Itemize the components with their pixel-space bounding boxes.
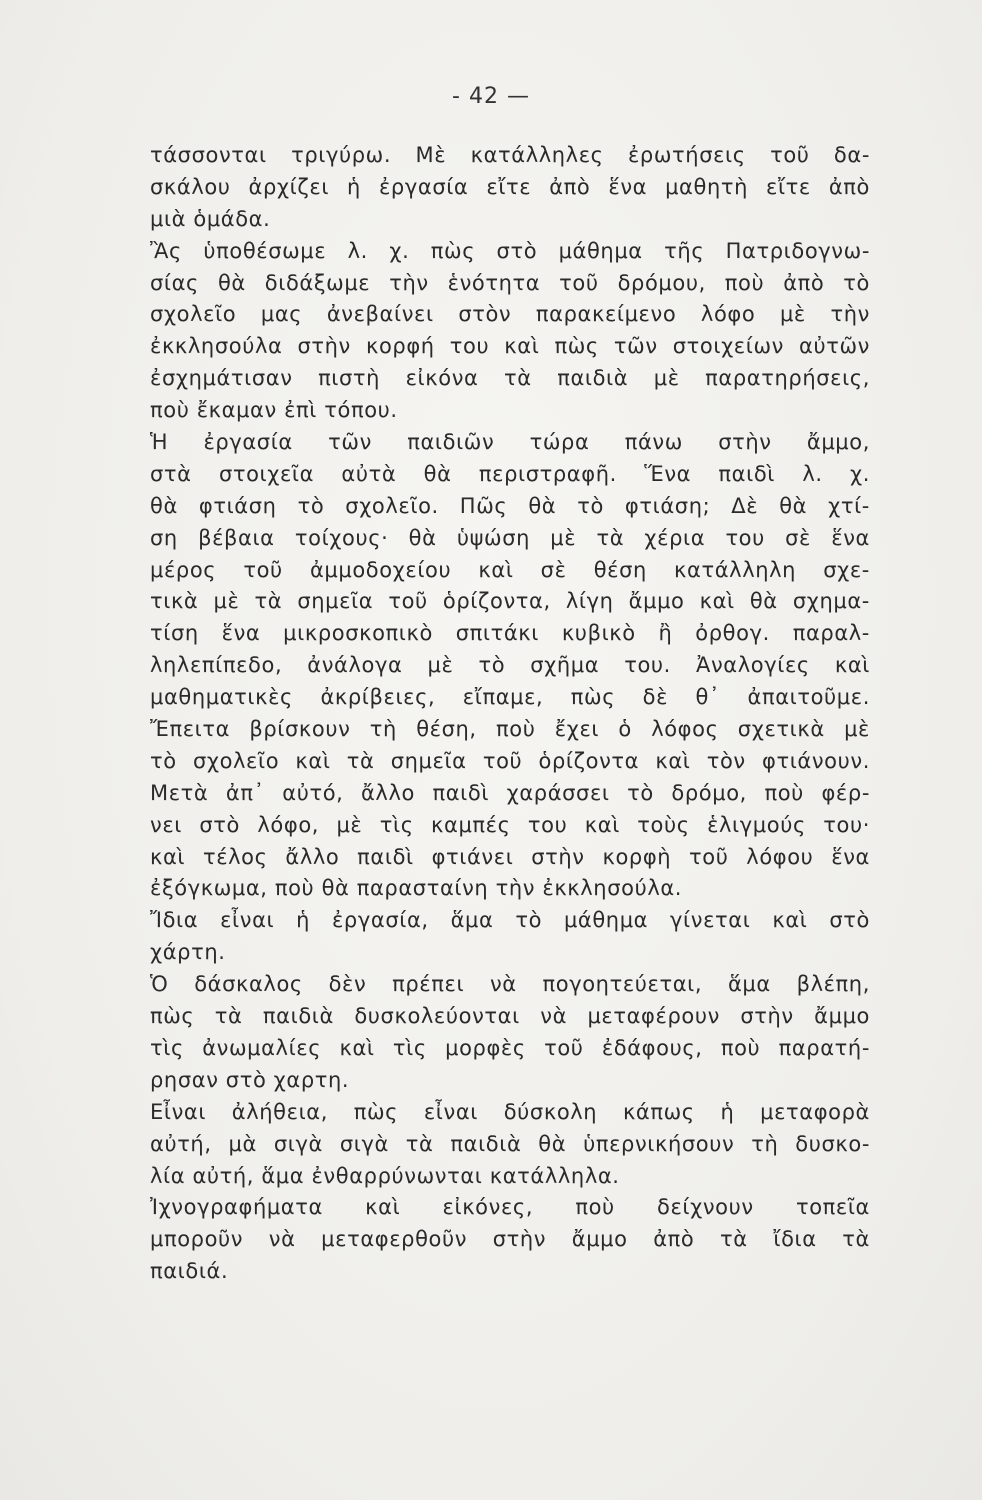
text-line: τίση ἕνα μικροσκοπικὸ σπιτάκι κυβικὸ ἢ ὀρθογ. παραλ- — [150, 621, 870, 646]
text-line: Ἰχνογραφήματα καὶ εἰκόνες, ποὺ δείχνουν τοπεῖα — [150, 1195, 870, 1220]
text-line: πὼς τὰ παιδιὰ δυσκολεύονται νὰ μεταφέρουν στὴν ἄμμο — [150, 1004, 870, 1029]
text-line: σκάλου ἀρχίζει ἡ ἐργασία εἴτε ἀπὸ ἕνα μαθητὴ εἴτε ἀπὸ — [150, 174, 870, 199]
text-line: σίας θὰ διδάξωμε τὴν ἑνότητα τοῦ δρόμου, ποὺ ἀπὸ τὸ — [150, 270, 870, 295]
text-line: καὶ τέλος ἄλλο παιδὶ φτιάνει στὴν κορφὴ τοῦ λόφου ἕνα — [150, 844, 870, 869]
text-line: Ἡ ἐργασία τῶν παιδιῶν τώρα πάνω στὴν ἄμμο, — [150, 430, 870, 455]
text-line: θὰ φτιάση τὸ σχολεῖο. Πῶς θὰ τὸ φτιάση; Δὲ θὰ χτί- — [150, 493, 870, 518]
text-line: Μετὰ ἀπ᾽ αὐτό, ἄλλο παιδὶ χαράσσει τὸ δρόμο, ποὺ φέρ- — [150, 780, 870, 805]
body-text — [150, 140, 870, 1288]
text-line: ἐξόγκωμα, ποὺ θὰ παρασταίνη τὴν ἐκκλησούλα. — [150, 876, 683, 901]
text-line: μέρος τοῦ ἀμμοδοχείου καὶ σὲ θέση κατάλληλη σχε- — [150, 557, 870, 582]
text-line: στὰ στοιχεῖα αὐτὰ θὰ περιστραφῆ. Ἕνα παιδὶ λ. χ. — [150, 461, 870, 486]
text-line: ληλεπίπεδο, ἀνάλογα μὲ τὸ σχῆμα του. Ἀναλογίες καὶ — [150, 653, 870, 678]
text-line: ἐσχημάτισαν πιστὴ εἰκόνα τὰ παιδιὰ μὲ παρατηρήσεις, — [150, 366, 870, 391]
text-line: Ἂς ὑποθέσωμε λ. χ. πὼς στὸ μάθημα τῆς Πατριδογνω- — [150, 238, 870, 263]
text-line: σχολεῖο μας ἀνεβαίνει στὸν παρακείμενο λόφο μὲ τὴν — [150, 302, 870, 327]
text-line: τὸ σχολεῖο καὶ τὰ σημεῖα τοῦ ὁρίζοντα καὶ τὸν φτιάνουν. — [150, 748, 870, 773]
text-line: παιδιά. — [150, 1259, 229, 1284]
text-line: τὶς ἀνωμαλίες καὶ τὶς μορφὲς τοῦ ἐδάφους, ποὺ παρατή- — [150, 1035, 870, 1060]
text-line: ρησαν στὸ χαρτη. — [150, 1067, 350, 1092]
text-line: Ἔπειτα βρίσκουν τὴ θέση, ποὺ ἔχει ὁ λόφος σχετικὰ μὲ — [150, 717, 870, 742]
text-line: ση βέβαια τοίχους· θὰ ὑψώση μὲ τὰ χέρια του σὲ ἕνα — [150, 525, 870, 550]
text-line: μιὰ ὁμάδα. — [150, 206, 271, 231]
text-line: ποὺ ἔκαμαν ἐπὶ τόπου. — [150, 398, 398, 423]
text-line: μαθηματικὲς ἀκρίβειες, εἴπαμε, πὼς δὲ θ᾽ ἀπαιτοῦμε. — [150, 685, 870, 710]
text-line: τικὰ μὲ τὰ σημεῖα τοῦ ὁρίζοντα, λίγη ἄμμο καὶ θὰ σχημα- — [150, 589, 870, 614]
text-line: λία αὐτή, ἅμα ἐνθαρρύνωνται κατάλληλα. — [150, 1163, 620, 1188]
text-line: αὐτή, μὰ σιγὰ σιγὰ τὰ παιδιὰ θὰ ὑπερνικήσουν τὴ δυσκο- — [150, 1131, 870, 1156]
text-line: Ἴδια εἶναι ἡ ἐργασία, ἅμα τὸ μάθημα γίνεται καὶ στὸ — [150, 908, 870, 933]
page-number: - 42 — — [452, 84, 530, 109]
text-line: χάρτη. — [150, 940, 226, 965]
text-line: Ὁ δάσκαλος δὲν πρέπει νὰ πογοητεύεται, ἅμα βλέπη, — [150, 972, 870, 997]
text-line: μποροῦν νὰ μεταφερθοῦν στὴν ἄμμο ἀπὸ τὰ ἴδια τὰ — [150, 1227, 870, 1252]
text-line: ἐκκλησούλα στὴν κορφή του καὶ πὼς τῶν στοιχείων αὐτῶν — [150, 334, 870, 359]
text-line: Εἶναι ἀλήθεια, πὼς εἶναι δύσκολη κάπως ἡ μεταφορὰ — [150, 1099, 870, 1124]
text-line: νει στὸ λόφο, μὲ τὶς καμπές του καὶ τοὺς ἑλιγμούς του· — [150, 812, 870, 837]
text-line: τάσσονται τριγύρω. Μὲ κατάλληλες ἐρωτήσεις τοῦ δα- — [150, 143, 870, 167]
